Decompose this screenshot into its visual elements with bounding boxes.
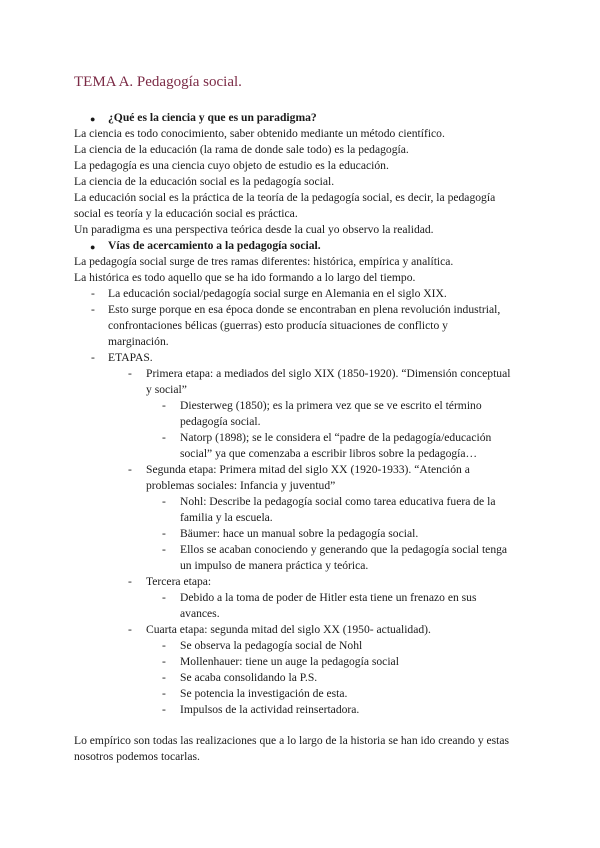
paragraph-line: social es teoría y la educación social es práctica. [74,207,298,220]
etapa-item: Natorp (1898); se le considera el “padre de la pedagogía/educación [180,431,492,444]
etapa-heading: problemas sociales: Infancia y juventud” [146,479,336,492]
list-item-text: La educación social/pedagogía social surge en Alemania en el siglo XIX. [108,287,447,300]
etapa-item: un impulso de manera práctica y teórica. [180,559,369,572]
dash-marker: - [91,303,95,316]
dash-marker: - [162,671,166,684]
etapa-heading: Tercera etapa: [146,575,212,588]
paragraph-line: La ciencia es todo conocimiento, saber obtenido mediante un método científico. [74,127,445,140]
etapa-item: Debido a la toma de poder de Hitler esta tiene un frenazo en sus [180,591,477,604]
etapa-item: Bäumer: hace un manual sobre la pedagogía social. [180,527,419,540]
etapa-item: Impulsos de la actividad reinsertadora. [180,703,360,716]
list-item-text: confrontaciones bélicas (guerras) esto producía situaciones de conflicto y [108,319,448,332]
etapa-item: pedagogía social. [180,415,261,428]
etapa-item: Se acaba consolidando la P.S. [180,671,318,684]
bullet-icon: ● [90,114,96,124]
dash-marker: - [162,591,166,604]
etapa-item: Se observa la pedagogía social de Nohl [180,639,363,652]
dash-marker: - [128,623,132,636]
dash-marker: - [91,287,95,300]
paragraph-line: La histórica es todo aquello que se ha ido formando a lo largo del tiempo. [74,271,416,284]
dash-marker: - [162,543,166,556]
list-item-text: Esto surge porque en esa época donde se encontraban en plena revolución industrial, [108,303,501,316]
etapa-heading: y social” [146,383,187,396]
etapa-item: familia y la escuela. [180,511,273,524]
dash-marker: - [128,367,132,380]
etapa-heading: Cuarta etapa: segunda mitad del siglo XX (1950- actualidad). [146,623,431,636]
section-heading: ¿Qué es la ciencia y que es un paradigma? [108,111,317,124]
etapa-item: Ellos se acaban conociendo y generando que la pedagogía social tenga [180,543,508,556]
dash-marker: - [162,431,166,444]
bullet-icon: ● [90,242,96,252]
paragraph-line: La educación social es la práctica de la teoría de la pedagogía social, es decir, la pedagogía [74,191,496,204]
page-title: TEMA A. Pedagogía social. [74,74,242,90]
dash-marker: - [162,655,166,668]
etapa-item: Mollenhauer: tiene un auge la pedagogía social [180,655,399,668]
paragraph-line: La ciencia de la educación social es la pedagogía social. [74,175,335,188]
dash-marker: - [162,703,166,716]
etapa-heading: Primera etapa: a mediados del siglo XIX (1850-1920). “Dimensión conceptual [146,367,511,380]
dash-marker: - [128,575,132,588]
closing-paragraph-line: Lo empírico son todas las realizaciones que a lo largo de la historia se han ido creando y estas [74,734,510,747]
etapa-item: social” ya que comenzaba a escribir libros sobre la pedagogía… [180,447,478,460]
dash-marker: - [162,687,166,700]
paragraph-line: La ciencia de la educación (la rama de donde sale todo) es la pedagogía. [74,143,409,156]
etapa-heading: Segunda etapa: Primera mitad del siglo XX (1920-1933). “Atención a [146,463,470,476]
section-heading: Vías de acercamiento a la pedagogía social. [108,239,321,252]
dash-marker: - [162,495,166,508]
etapa-item: Se potencia la investigación de esta. [180,687,348,700]
dash-marker: - [162,639,166,652]
etapa-item: avances. [180,607,220,620]
etapa-item: Diesterweg (1850); es la primera vez que se ve escrito el término [180,399,482,412]
closing-paragraph-line: nosotros podemos tocarlas. [74,750,200,763]
paragraph-line: Un paradigma es una perspectiva teórica desde la cual yo observo la realidad. [74,223,434,236]
dash-marker: - [162,399,166,412]
paragraph-line: La pedagogía es una ciencia cuyo objeto de estudio es la educación. [74,159,389,172]
dash-marker: - [91,351,95,364]
list-item-text: ETAPAS. [108,351,153,364]
list-item-text: marginación. [108,335,169,348]
etapa-item: Nohl: Describe la pedagogía social como tarea educativa fuera de la [180,495,496,508]
paragraph-line: La pedagogía social surge de tres ramas diferentes: histórica, empírica y analítica. [74,255,454,268]
dash-marker: - [128,463,132,476]
dash-marker: - [162,527,166,540]
